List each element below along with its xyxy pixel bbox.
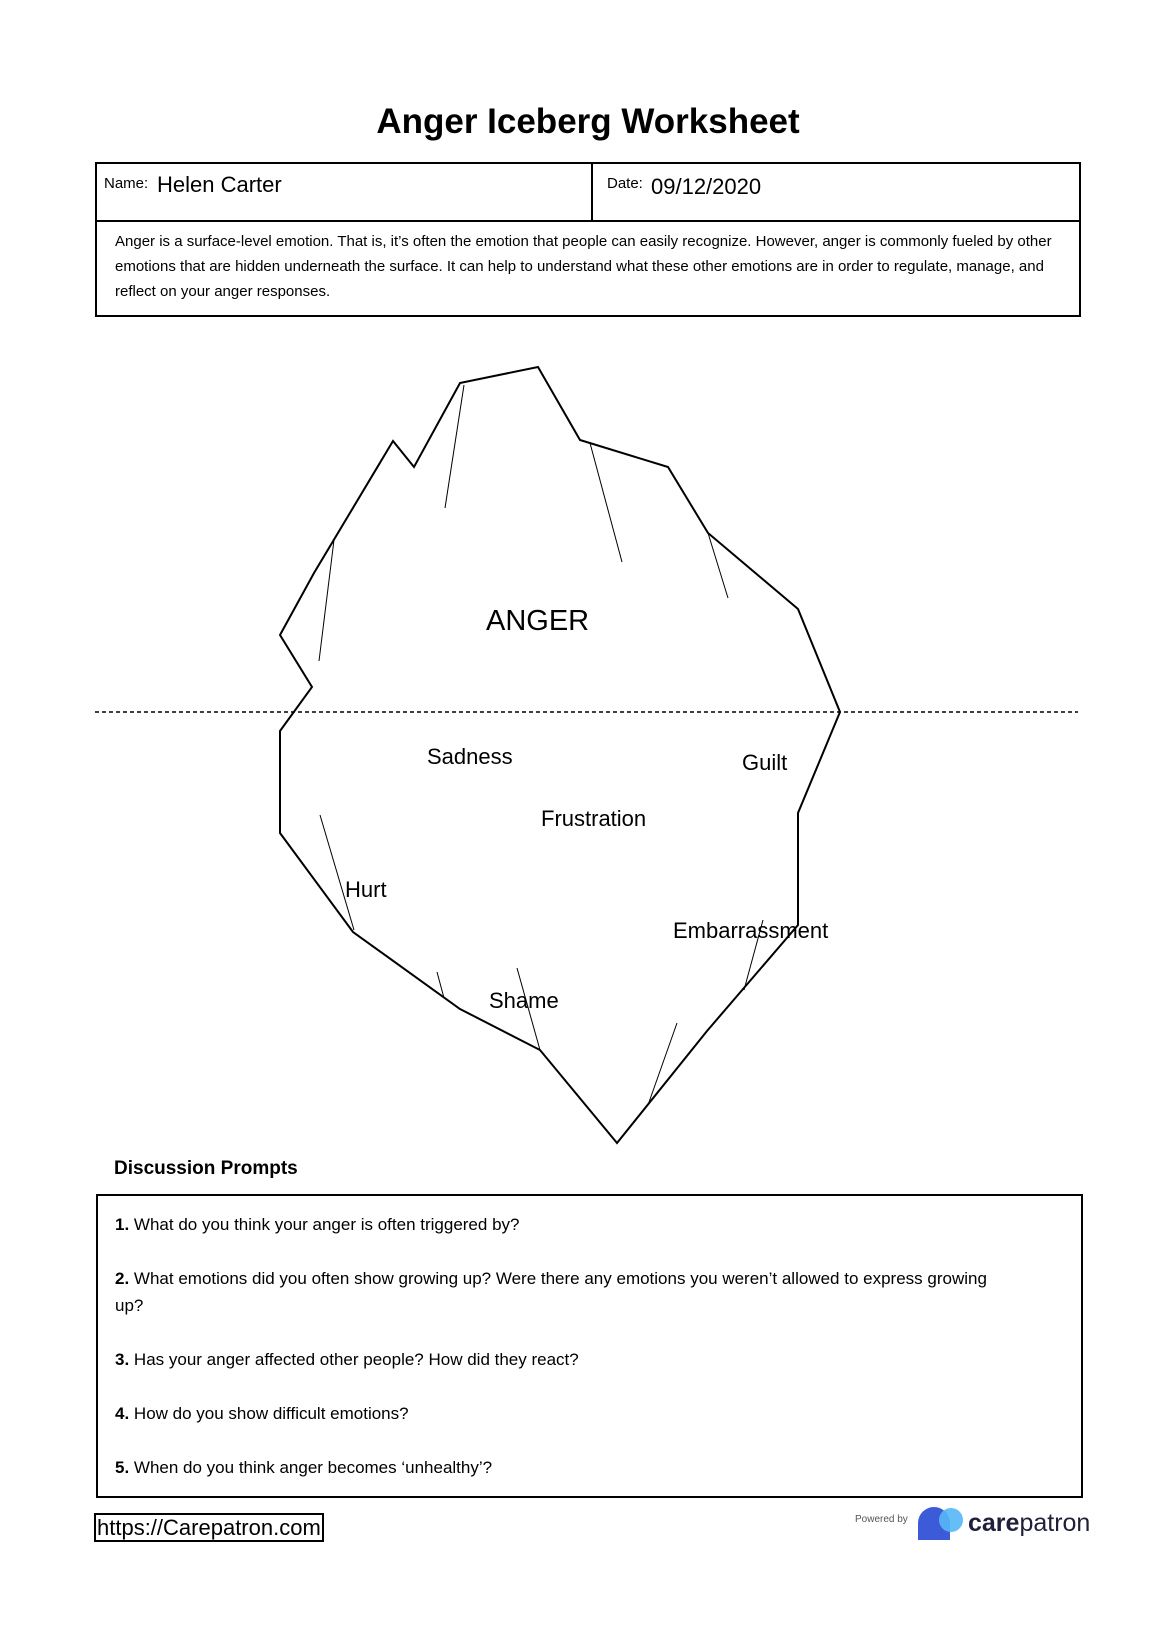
- name-label: Name:: [104, 175, 149, 192]
- prompt-number: 2.: [115, 1269, 130, 1288]
- date-value[interactable]: 09/12/2020: [651, 174, 762, 199]
- prompt-1: [115, 1211, 1015, 1238]
- carepatron-link[interactable]: https://Carepatron.com: [94, 1513, 324, 1542]
- page-title: Anger Iceberg Worksheet: [376, 102, 800, 141]
- brand-rest: patron: [1019, 1509, 1091, 1537]
- date-label: Date:: [607, 175, 643, 192]
- prompt-number: 3.: [115, 1350, 130, 1369]
- carepatron-logo-icon: [918, 1506, 966, 1540]
- info-row: [97, 164, 1079, 222]
- iceberg-diagram: [0, 340, 1176, 1150]
- prompt-text: When do you think anger becomes ‘unhealthy’?: [133, 1458, 493, 1477]
- prompt-number: 1.: [115, 1215, 130, 1234]
- prompt-2: [115, 1265, 1015, 1319]
- prompt-4: [115, 1400, 1015, 1427]
- prompt-5: [115, 1454, 1015, 1481]
- intro-text: Anger is a surface-level emotion. That is, it’s often the emotion that people can easily recognize. However, anger is commonly fueled by other emotions that are hidden underneath the surface. It can help to understand what these other emotions are in order to regulate, manage, and reflect on your anger responses.: [115, 233, 1052, 300]
- prompt-text: What do you think your anger is often triggered by?: [133, 1215, 520, 1234]
- prompt-3: [115, 1346, 1015, 1373]
- prompt-text: How do you show difficult emotions?: [133, 1404, 409, 1423]
- discussion-heading: Discussion Prompts: [114, 1158, 298, 1179]
- hurt-label: Hurt: [345, 877, 387, 902]
- powered-by-text: Powered by: [855, 1514, 908, 1525]
- info-box: [95, 162, 1081, 317]
- frustration-label: Frustration: [541, 806, 647, 831]
- embarrassment-label: Embarrassment: [673, 918, 829, 943]
- carepatron-brand: [968, 1509, 1090, 1538]
- date-field[interactable]: [593, 164, 1079, 220]
- prompt-text: What emotions did you often show growing up? Were there any emotions you weren’t allowed to express growing up?: [115, 1269, 987, 1315]
- discussion-prompts-box: [96, 1194, 1083, 1498]
- brand-bold: care: [968, 1509, 1020, 1537]
- guilt-label: Guilt: [742, 750, 788, 775]
- name-field[interactable]: [97, 164, 593, 220]
- prompt-number: 4.: [115, 1404, 130, 1423]
- prompt-number: 5.: [115, 1458, 130, 1477]
- prompt-text: Has your anger affected other people? How did they react?: [133, 1350, 579, 1369]
- anger-label: ANGER: [486, 605, 590, 637]
- shame-label: Shame: [489, 988, 559, 1013]
- sadness-label: Sadness: [427, 744, 513, 769]
- name-value[interactable]: Helen Carter: [157, 172, 282, 197]
